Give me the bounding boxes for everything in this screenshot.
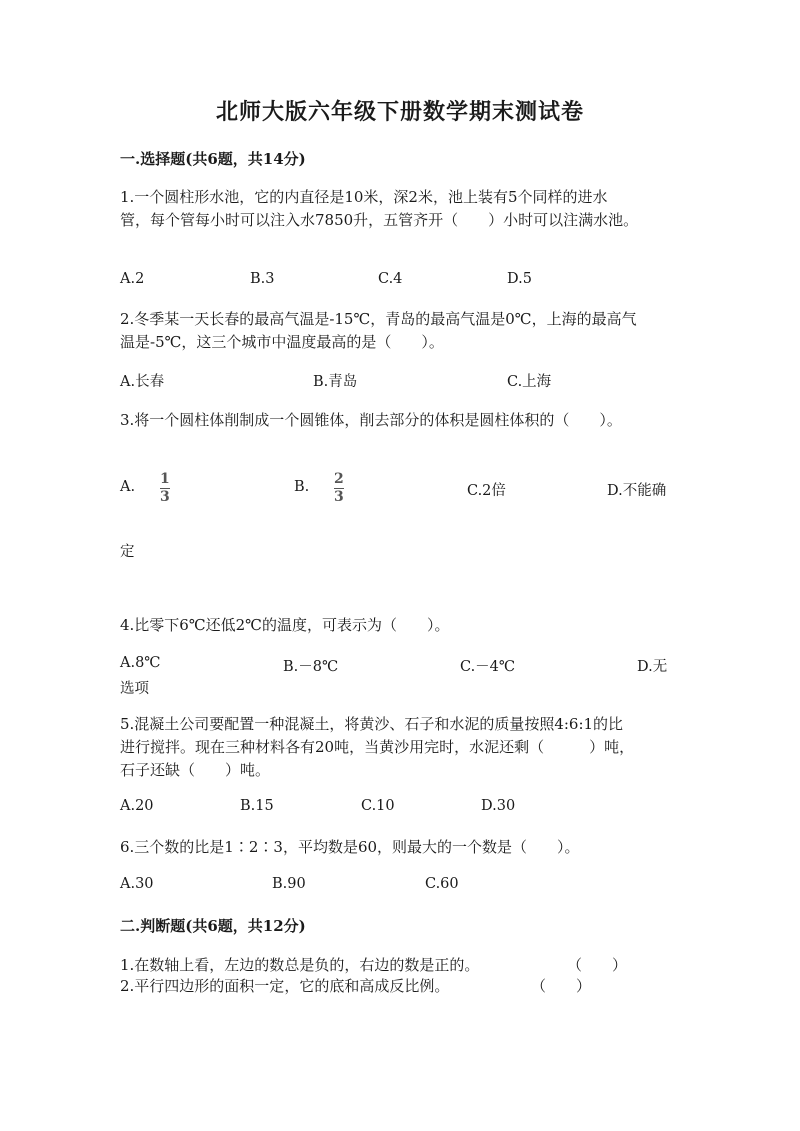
q6-option-c: C.60 bbox=[425, 876, 459, 892]
q1-line1: 1.一个圆柱形水池，它的内直径是10米，深2米，池上装有5个同样的进水 bbox=[120, 188, 608, 206]
page-title: 北师大版六年级下册数学期末测试卷 bbox=[215, 99, 584, 125]
judgment-item-2: 2.平行四边形的面积一定，它的底和高成反比例。 bbox=[120, 977, 450, 995]
q5-option-d: D.30 bbox=[481, 798, 516, 814]
section-heading-choice: 一.选择题(共6题，共14分) bbox=[120, 150, 306, 168]
q5-line3: 石子还缺（ ）吨。 bbox=[120, 761, 271, 779]
q5-line1: 5.混凝土公司要配置一种混凝土，将黄沙、石子和水泥的质量按照4:6:1的比 bbox=[120, 715, 624, 733]
fraction-denominator: 3 bbox=[160, 489, 170, 505]
q3-option-a-label: A. bbox=[120, 479, 136, 495]
q3-option-a-fraction bbox=[160, 472, 170, 505]
fraction-numerator: 1 bbox=[160, 471, 170, 487]
q6-line1: 6.三个数的比是1∶2∶3，平均数是60，则最大的一个数是（ ）。 bbox=[120, 838, 580, 856]
q2-option-a: A.长春 bbox=[120, 374, 165, 390]
q1-option-c: C.4 bbox=[378, 271, 403, 287]
q3-option-d-continued: 定 bbox=[120, 544, 135, 560]
q5-option-a: A.20 bbox=[120, 798, 154, 814]
q4-option-b: B.－8℃ bbox=[283, 659, 339, 675]
q2-line2: 温是-5℃，这三个城市中温度最高的是（ ）。 bbox=[120, 333, 444, 351]
q6-option-b: B.90 bbox=[272, 876, 306, 892]
q3-option-b-fraction bbox=[334, 472, 344, 505]
fraction-denominator: 3 bbox=[334, 489, 344, 505]
q1-option-d: D.5 bbox=[507, 271, 532, 287]
q4-option-a: A.8℃ bbox=[120, 655, 161, 671]
q3-option-d: D.不能确 bbox=[607, 483, 667, 499]
q1-option-a: A.2 bbox=[120, 271, 145, 287]
q4-option-d-continued: 选项 bbox=[120, 681, 149, 697]
q2-option-b: B.青岛 bbox=[313, 374, 358, 390]
q5-line2: 进行搅拌。现在三种材料各有20吨，当黄沙用完时，水泥还剩（ ）吨， bbox=[120, 738, 635, 756]
judgment-blank-2: （ ） bbox=[531, 977, 592, 995]
q4-line1: 4.比零下6℃还低2℃的温度，可表示为（ ）。 bbox=[120, 616, 450, 634]
q5-option-b: B.15 bbox=[240, 798, 274, 814]
q6-option-a: A.30 bbox=[120, 876, 154, 892]
q4-option-c: C.－4℃ bbox=[460, 659, 516, 675]
q5-option-c: C.10 bbox=[361, 798, 395, 814]
q3-line1: 3.将一个圆柱体削制成一个圆锥体，削去部分的体积是圆柱体积的（ ）。 bbox=[120, 411, 622, 429]
q3-option-b-label: B. bbox=[294, 479, 310, 495]
q3-option-c: C.2倍 bbox=[467, 483, 506, 499]
fraction-numerator: 2 bbox=[334, 471, 344, 487]
judgment-blank-1: （ ） bbox=[567, 956, 628, 974]
q4-option-d: D.无 bbox=[637, 659, 668, 675]
q1-option-b: B.3 bbox=[250, 271, 275, 287]
judgment-item-1: 1.在数轴上看，左边的数总是负的，右边的数是正的。 bbox=[120, 956, 480, 974]
section-heading-judgment: 二.判断题(共6题，共12分) bbox=[120, 917, 306, 935]
q2-option-c: C.上海 bbox=[507, 374, 552, 390]
q1-line2: 管，每个管每小时可以注入水7850升，五管齐开（ ）小时可以注满水池。 bbox=[120, 211, 639, 229]
q2-line1: 2.冬季某一天长春的最高气温是-15℃，青岛的最高气温是0℃，上海的最高气 bbox=[120, 310, 637, 328]
